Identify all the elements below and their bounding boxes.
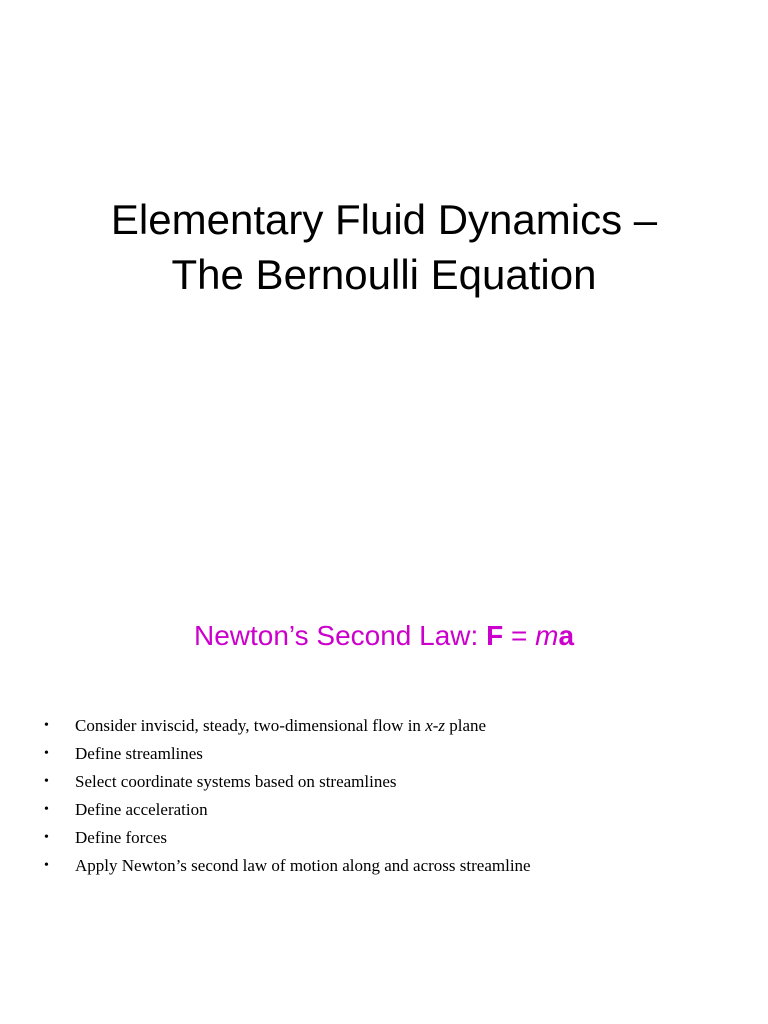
z-variable: z [438, 716, 446, 735]
bullet-item-1 [44, 712, 531, 740]
bullet-icon: • [44, 746, 49, 761]
bullet-icon: • [44, 774, 49, 789]
title-line-2: The Bernoulli Equation [171, 251, 597, 298]
bullet-2-text: Define streamlines [75, 744, 203, 763]
bullet-item-3 [44, 768, 531, 796]
bullet-item-4 [44, 796, 531, 824]
acceleration-symbol: a [558, 620, 575, 651]
force-symbol: F [486, 620, 504, 651]
x-variable: x [425, 716, 433, 735]
bullet-item-5 [44, 824, 531, 852]
bullet-6-text: Apply Newton’s second law of motion along and across streamline [75, 856, 531, 875]
newton-law-prefix: Newton’s Second Law: [193, 620, 487, 651]
bullet-icon: • [44, 802, 49, 817]
bullet-icon: • [44, 830, 49, 845]
newton-law-heading [0, 616, 768, 656]
equals-sign: = [503, 620, 536, 651]
title-line-1: Elementary Fluid Dynamics – [110, 196, 658, 243]
bullet-1-text: Consider inviscid, steady, two-dimensional flow in [75, 716, 426, 735]
slide-title [0, 192, 768, 302]
bullet-3-text: Select coordinate systems based on streamlines [75, 772, 397, 791]
bullet-item-6 [44, 852, 531, 880]
bullet-icon: • [44, 858, 49, 873]
bullet-list [44, 712, 531, 880]
dash-char: - [432, 716, 439, 735]
bullet-4-text: Define acceleration [75, 800, 208, 819]
bullet-item-2 [44, 740, 531, 768]
bullet-icon: • [44, 718, 49, 733]
mass-symbol: m [535, 620, 559, 651]
bullet-1-suffix: plane [445, 716, 487, 735]
bullet-5-text: Define forces [75, 828, 168, 847]
